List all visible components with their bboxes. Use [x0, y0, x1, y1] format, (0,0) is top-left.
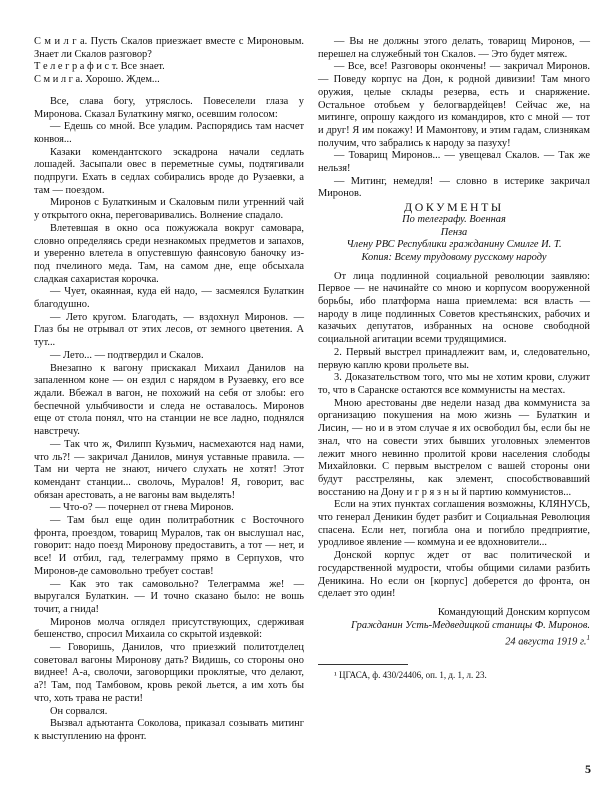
document-paragraph: 2. Первый выстрел принадлежит вам, и, следовательно, первую каплю крови прольете вы.: [318, 346, 590, 371]
paragraph: Вызвал адъютанта Соколова, приказал созывать митинг к выступлению на фронт.: [34, 718, 304, 742]
paragraph: — Вы не должны этого делать, товарищ Миронов, — перешел на служебный тон Скалов. — Это будет мятеж.: [318, 36, 590, 60]
city: Пенза: [440, 226, 468, 238]
paragraph: — Так что ж, Филипп Кузьмич, насмехаются над нами, что ль?! — закричал Данилов, минуя уставные правила. — Там ни черта не знают, ничего слухать не хотят! Этот комендант станции... сволочь, Муралов! Я, говорит, вас обязан арестовать, а не вагоны вам выделять!: [34, 438, 304, 501]
paragraph: Все, слава богу, утряслось. Повеселели глаза у Миронова. Сказал Булаткину мягко, осевшим голосом:: [34, 95, 304, 120]
signature-name: Гражданин Усть-Медведицкой станицы Ф. Миронов.: [351, 619, 590, 631]
section-heading: ДОКУМЕНТЫ: [404, 200, 504, 215]
paragraph: — Едешь со мной. Все уладим. Распорядись там насчет конвоя...: [34, 121, 304, 145]
footnote-divider: [318, 664, 408, 665]
page-number: 5: [585, 762, 591, 776]
signature-line: Командующий Донским корпусом: [437, 606, 590, 618]
paragraph: С м и л г а. Хорошо. Ждем...: [34, 74, 160, 86]
document-paragraph: Если на этих пунктах соглашения возможны, КЛЯНУСЬ, что генерал Деникин будет разбит и Социальная Революция спасена. Если нет, погибла она и погибло предприятие, уродливое явление — коммуна и ее вдохновители...: [318, 499, 590, 549]
paragraph: — Как это так самовольно? Телеграмма же! — выругался Булаткин. — И точно сказано было: не вошь точит, а гнида!: [34, 578, 304, 615]
paragraph: — Что-о? — почернел от гнева Миронов.: [50, 502, 234, 514]
footnote: ¹ ЦГАСА, ф. 430/24406, оп. 1, д. 1, л. 23.: [334, 669, 487, 680]
date-text: 24 августа 1919 г.: [505, 636, 587, 648]
paragraph: Внезапно к вагону прискакал Михаил Данилов на запаленном коне — он ездил с нарядом в Рузаевку, его все ждали. Вбежал в вагон, не похожий на себя от злобы: его беспечной улыбчивости и следа не оставалось. Миронов еще от стола понял, что на станции не все ладно, поднялся навстречу.: [34, 362, 304, 438]
paragraph: — Там был еще один политработник с Восточного фронта, проездом, товарищ Муралов, так он выслушал нас, говорит: надо поезд Миронову предоставить, а тот — нет, и все! И отбил, гад, телеграмму прямо в Серпухов, что Миронов-де самовольно требует состав!: [34, 515, 304, 577]
paragraph: — Товарищ Миронов... — увещевал Скалов. — Так же нельзя!: [318, 150, 590, 175]
paragraph: Он сорвался.: [50, 705, 108, 717]
paragraph: Т е л е г р а ф и с т. Все знает.: [34, 61, 165, 73]
telegram-line: По телеграфу. Военная: [402, 213, 506, 225]
document-paragraph: От лица подлинной социальной революции заявляю: Первое — не начинайте со мною и корпусом вооруженной борьбы, ибо платформа наша приемлема: вся власть — народу в лице подлинных Советов крестьянских, рабочих и казачьих депутатов, избранных на основе свободной социальной агитации всеми трудящимися.: [318, 270, 590, 346]
copy-line: Копия: Всему трудовому русскому народу: [361, 251, 547, 263]
document-paragraph: Донской корпус ждет от вас политической и государственной мудрости, чтобы общими силами разбить Деникина. Но если он [корпус] доберется до фронта, он сделает это один!: [318, 550, 590, 600]
document-date: [318, 632, 590, 649]
paragraph: — Лето кругом. Благодать, — вздохнул Миронов. — Глаз бы не отрывал от этих лесов, от земного цветения. А тут...: [34, 311, 304, 349]
paragraph: Влетевшая в окно оса пожужжала вокруг самовара, словно определяясь среди незнакомых предметов и запахов, и уверенно влетела в опустевшую фаянсовую баночку из-под пчелиного меда. Там, на самом дне, еще обсыхала сладкая сахаристая корочка.: [34, 222, 304, 285]
paragraph: Миронов с Булаткиным и Скаловым пили утренний чай у открытого окна, переговаривались. Волнение спадало.: [34, 197, 304, 222]
left-column: [34, 36, 304, 744]
paragraph: — Лето... — подтвердил и Скалов.: [50, 349, 204, 361]
footnote-mark: 1: [586, 634, 590, 643]
paragraph: Миронов молча оглядел присутствующих, сдерживая бешенство, спросил Михаила со скрытой издевкой:: [34, 616, 304, 641]
paragraph: Казаки комендантского эскадрона начали седлать лошадей. Засыпали овес в переметные сумы, подтягивали подпруги. Ехать в седлах собирались вроде до Рузаевки, а там — поездом.: [34, 146, 304, 196]
paragraph: — Говоришь, Данилов, что приезжий политотделец советовал вагоны Миронову дать? Видишь, со стороны оно виднее! А-а, сволочи, заговорщики проклятые, что делают, а?! Там, под Тамбовом, кровь рекой льется, а им хоть бы что, хоть трава не расти!: [34, 642, 304, 704]
paragraph: — Чует, окаянная, куда ей надо, — засмеялся Булаткин благодушно.: [34, 286, 304, 311]
paragraph: — Митинг, немедля! — словно в истерике закричал Миронов.: [318, 175, 590, 200]
document-paragraph: Мною арестованы две недели назад два коммуниста за организацию покушения на мою жизнь — Булаткин и Лисин, — но и в этом случае я их освободил бы, если бы не знал, что на совести этих бывших уголовных элементов лежит много невинно пролитой крови населения слободы Михайловки. С первым выстрелом с вашей стороны они будут расстреляны, как элемент, способствовавший восстанию на Дону и г р я з н ы й партию коммунистов...: [318, 397, 590, 498]
paragraph: С м и л г а. Пусть Скалов приезжает вместе с Мироновым. Знает ли Скалов разговор?: [34, 36, 304, 60]
document-paragraph: 3. Доказательством того, что мы не хотим крови, служит то, что в Саранске остаются все коммунисты на местах.: [318, 372, 590, 396]
addressee: Члену РВС Республики гражданину Смилге И. Т.: [346, 239, 562, 251]
right-column: [318, 36, 590, 681]
paragraph: — Все, все! Разговоры окончены! — закричал Миронов. — Поведу корпус на Дон, к родной дивизии! Там много оружия, целые склады резерва, есть и снаряжение. Остальное отобьем у белогвардейцев! Сейчас же, на митинге, опрошу каждого из командиров, кто с мной — тот и друг! Я им покажу! И Мамонтову, и этим гадам, слизнякам получим, что забрались к народу за пазуху!: [318, 61, 590, 149]
